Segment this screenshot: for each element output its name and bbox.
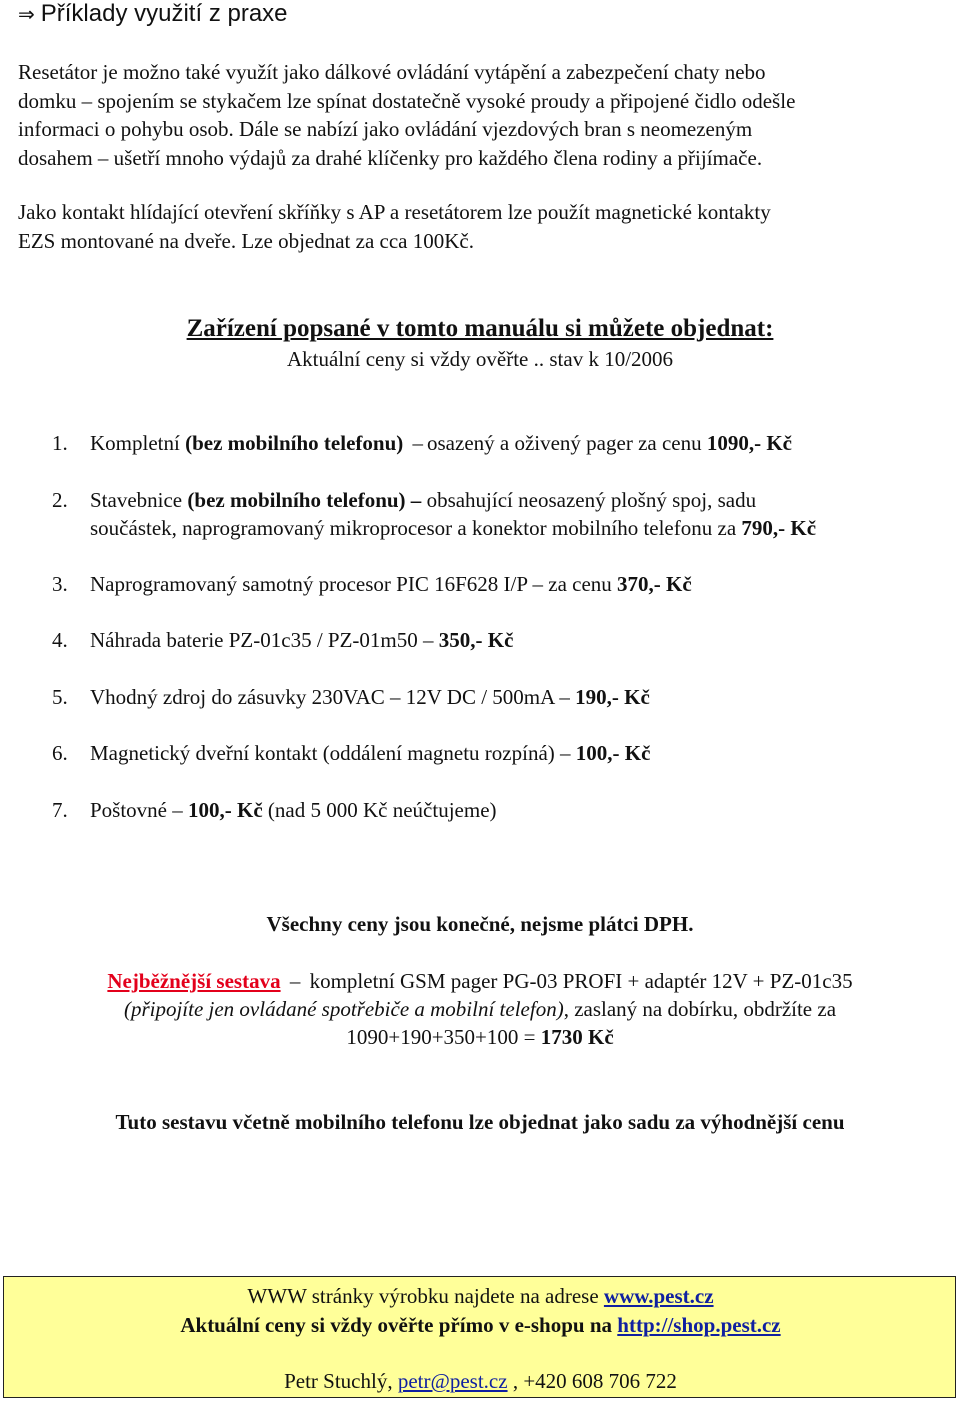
best-set-line-3: 1090+190+350+100 = 1730 Kč bbox=[346, 1025, 614, 1049]
paragraph-line: EZS montované na dveře. Lze objednat za cca 100Kč. bbox=[18, 228, 474, 253]
paragraph-line: Resetátor je možno také využít jako dálkové ovládání vytápění a zabezpečení chaty nebo bbox=[18, 60, 766, 84]
section-heading-text: Příklady využití z praxe bbox=[40, 0, 288, 27]
best-set-line-1: Nejběžnější sestava – kompletní GSM pager PG-03 PROFI + adaptér 12V + PZ-01c35 bbox=[107, 969, 853, 993]
order-title: Zařízení popsané v tomto manuálu si můžete objednat: bbox=[186, 315, 774, 342]
item-number: 2. bbox=[52, 488, 68, 512]
vat-note: Všechny ceny jsou konečné, nejsme plátci DPH. bbox=[266, 912, 694, 936]
list-item: 3. Naprogramovaný samotný procesor PIC 16F628 I/P – za cenu 370,- Kč bbox=[52, 572, 692, 596]
best-set-line-2: (připojíte jen ovládané spotřebiče a mobilní telefon), zaslaný na dobírku, obdržíte za bbox=[123, 997, 837, 1021]
eshop-link[interactable]: http://shop.pest.cz bbox=[617, 1313, 781, 1337]
best-set-label: Nejběžnější sestava bbox=[107, 969, 281, 993]
email-link[interactable]: petr@pest.cz bbox=[397, 1369, 508, 1393]
double-arrow-icon: ⇒ bbox=[18, 2, 35, 26]
item-number: 4. bbox=[52, 628, 68, 652]
order-subtitle: Aktuální ceny si vždy ověřte .. stav k 10/2006 bbox=[286, 347, 674, 371]
item-number: 6. bbox=[52, 741, 68, 765]
paragraph-line: domku – spojením se stykačem lze spínat dostatečně vysoké proudy a připojené čidlo odešle bbox=[18, 88, 796, 113]
paragraph-line: Jako kontakt hlídající otevření skříňky s AP a resetátorem lze použít magnetické kontakty bbox=[18, 200, 771, 224]
best-set-total: 1730 Kč bbox=[540, 1025, 614, 1049]
list-item: 6. Magnetický dveřní kontakt (oddálení magnetu rozpíná) – 100,- Kč bbox=[52, 741, 651, 765]
list-item: 4. Náhrada baterie PZ-01c35 / PZ-01m50 – 350,- Kč bbox=[52, 628, 514, 652]
intro-paragraph bbox=[18, 58, 918, 172]
item-price: 100,- Kč bbox=[188, 798, 263, 822]
list-item: 5. Vhodný zdroj do zásuvky 230VAC – 12V DC / 500mA – 190,- Kč bbox=[52, 685, 650, 709]
paragraph-line: informaci o pohybu osob. Dále se nabízí jako ovládání vjezdových bran s neomezeným bbox=[18, 117, 753, 141]
footer-web-line: WWW stránky výrobku najdete na adrese www.pest.cz bbox=[247, 1284, 714, 1308]
item-price: 790,- Kč bbox=[741, 516, 817, 540]
item-price: 350,- Kč bbox=[438, 628, 514, 652]
item-number: 7. bbox=[52, 798, 68, 822]
list-item: 1. Kompletní (bez mobilního telefonu) – osazený a oživený pager za cenu 1090,- Kč bbox=[52, 431, 793, 455]
contact-paragraph bbox=[18, 198, 918, 255]
list-item: 7. Poštovné – 100,- Kč (nad 5 000 Kč neúčtujeme) bbox=[52, 798, 497, 822]
footer-contact-line: Petr Stuchlý, petr@pest.cz , +420 608 706 722 bbox=[284, 1369, 677, 1393]
item-price: 100,- Kč bbox=[575, 741, 651, 765]
item-price: 190,- Kč bbox=[575, 685, 650, 709]
footer-shop-line: Aktuální ceny si vždy ověřte přímo v e-shopu na http://shop.pest.cz bbox=[180, 1313, 781, 1337]
list-item: 2. Stavebnice (bez mobilního telefonu) – obsahující neosazený plošný spoj, sadu součástek, naprogramovaný mikroprocesor a konektor mobilního telefonu za 790,- Kč bbox=[52, 488, 817, 540]
item-price: 370,- Kč bbox=[617, 572, 692, 596]
section-heading bbox=[18, 0, 288, 28]
item-price: 1090,- Kč bbox=[706, 431, 793, 455]
item-number: 1. bbox=[52, 431, 68, 455]
website-link[interactable]: www.pest.cz bbox=[603, 1284, 714, 1308]
footer-box bbox=[3, 1276, 956, 1398]
item-number: 3. bbox=[52, 572, 68, 596]
paragraph-line: dosahem – ušetří mnoho výdajů za drahé klíčenky pro každého člena rodiny a přijímače. bbox=[18, 145, 763, 170]
item-number: 5. bbox=[52, 685, 68, 709]
set-with-phone-note: Tuto sestavu včetně mobilního telefonu lze objednat jako sadu za výhodnější cenu bbox=[115, 1110, 845, 1134]
